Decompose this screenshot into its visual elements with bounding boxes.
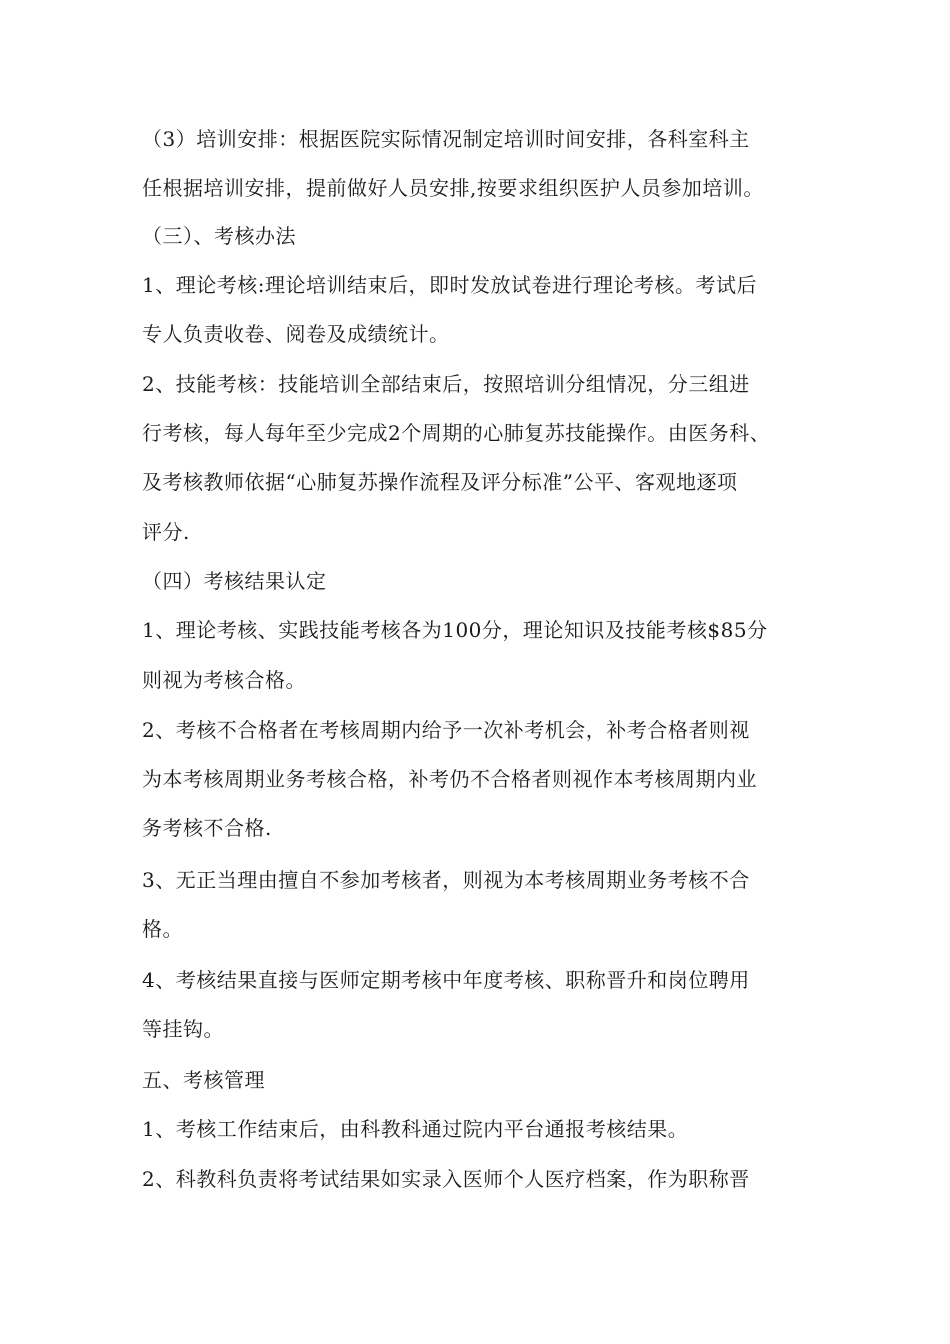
text-line-skill-assessment: 2、技能考核：技能培训全部结束后，按照培训分组情况，分三组进	[142, 372, 750, 396]
text-line-training-arrangement-cont: 任根据培训安排，提前做好人员安排,按要求组织医护人员参加培训。	[142, 176, 764, 200]
text-line-result-2-cont1: 为本考核周期业务考核合格，补考仍不合格者则视作本考核周期内业	[142, 767, 757, 791]
text-line-management-1: 1、考核工作结束后，由科教科通过院内平台通报考核结果。	[142, 1117, 689, 1141]
text-line-theory-assessment-cont: 专人负责收卷、阅卷及成绩统计。	[142, 322, 450, 346]
text-line-result-3-cont: 格。	[142, 917, 183, 941]
text-line-skill-assessment-cont1: 行考核，每人每年至少完成2个周期的心肺复苏技能操作。由医务科、	[142, 421, 771, 445]
text-line-result-3: 3、无正当理由擅自不参加考核者，则视为本考核周期业务考核不合	[142, 868, 750, 892]
section-heading-result-determination: （四）考核结果认定	[142, 569, 327, 593]
text-line-result-1: 1、理论考核、实践技能考核各为100分，理论知识及技能考核$85分	[142, 618, 768, 642]
text-line-result-4: 4、考核结果直接与医师定期考核中年度考核、职称晋升和岗位聘用	[142, 968, 750, 992]
text-line-training-arrangement: （3）培训安排：根据医院实际情况制定培训时间安排，各科室科主	[142, 127, 750, 151]
text-line-result-2: 2、考核不合格者在考核周期内给予一次补考机会，补考合格者则视	[142, 718, 750, 742]
section-heading-assessment-method: （三）、考核办法	[142, 224, 296, 248]
text-line-result-2-cont2: 务考核不合格.	[142, 816, 272, 840]
text-line-theory-assessment: 1、理论考核:理论培训结束后，即时发放试卷进行理论考核。考试后	[142, 273, 757, 297]
text-line-result-1-cont: 则视为考核合格。	[142, 668, 306, 692]
text-line-skill-assessment-cont3: 评分.	[142, 520, 190, 544]
section-heading-assessment-management: 五、考核管理	[142, 1068, 265, 1092]
text-line-result-4-cont: 等挂钩。	[142, 1017, 224, 1041]
text-line-management-2: 2、科教科负责将考试结果如实录入医师个人医疗档案，作为职称晋	[142, 1167, 750, 1191]
text-line-skill-assessment-cont2: 及考核教师依据“心肺复苏操作流程及评分标准”公平、客观地逐项	[142, 470, 738, 494]
